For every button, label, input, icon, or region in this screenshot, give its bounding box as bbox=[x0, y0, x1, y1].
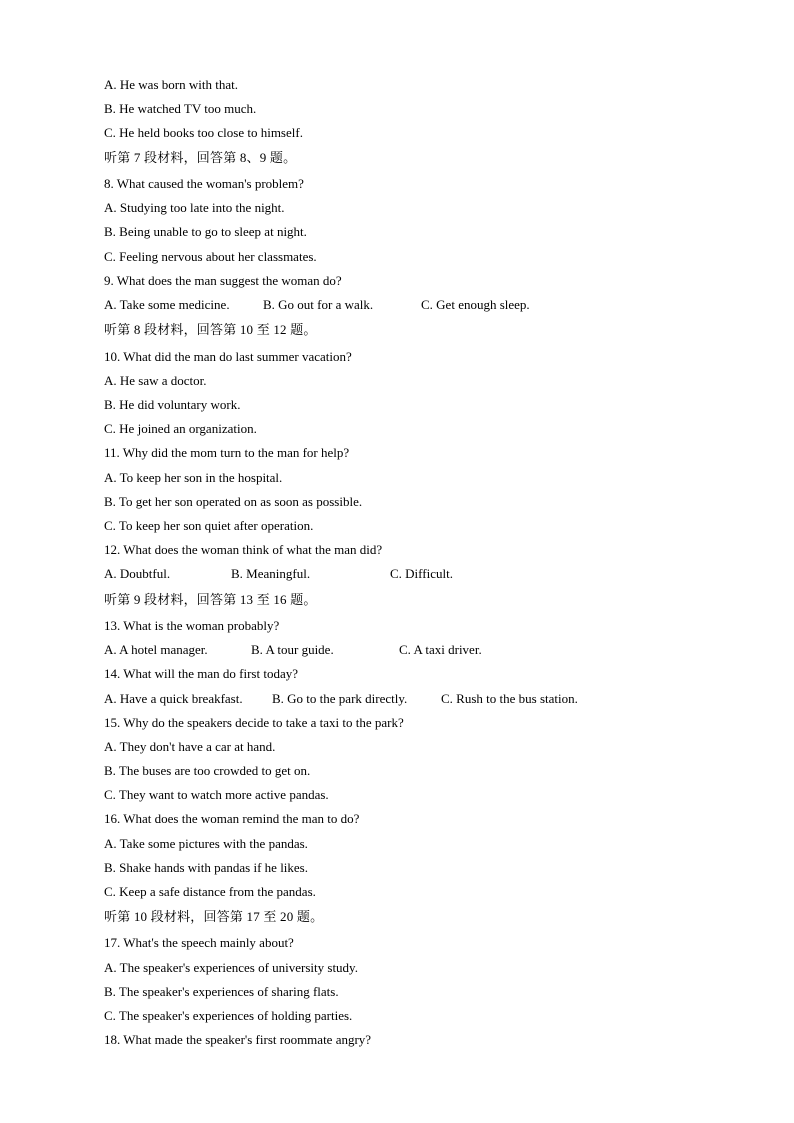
q12-options bbox=[104, 563, 504, 585]
q16-option-a: A. Take some pictures with the pandas. bbox=[104, 836, 308, 851]
q10-question: 10. What did the man do last summer vacation? bbox=[104, 349, 352, 364]
q9-option-a: A. Take some medicine. bbox=[104, 297, 230, 312]
q10-option-b: B. He did voluntary work. bbox=[104, 397, 241, 412]
q16-option-c: C. Keep a safe distance from the pandas. bbox=[104, 884, 316, 899]
q15-option-c: C. They want to watch more active pandas. bbox=[104, 787, 329, 802]
q13-option-a: A. A hotel manager. bbox=[104, 642, 208, 657]
section-7-instruction: 听第 7 段材料，回答第 8、9 题。 bbox=[104, 150, 297, 165]
q16-question: 16. What does the woman remind the man to do? bbox=[104, 811, 360, 826]
q9-options bbox=[104, 294, 584, 316]
q18-question: 18. What made the speaker's first roommate angry? bbox=[104, 1032, 372, 1047]
q11-question: 11. Why did the mom turn to the man for help? bbox=[104, 445, 350, 460]
q8-option-c: C. Feeling nervous about her classmates. bbox=[104, 249, 317, 264]
q13-option-c: C. A taxi driver. bbox=[399, 642, 482, 657]
q17-option-c: C. The speaker's experiences of holding parties. bbox=[104, 1008, 353, 1023]
q13-question: 13. What is the woman probably? bbox=[104, 618, 280, 633]
q9-option-b: B. Go out for a walk. bbox=[263, 297, 374, 312]
q7-option-c: C. He held books too close to himself. bbox=[104, 125, 303, 140]
q17-question: 17. What's the speech mainly about? bbox=[104, 935, 294, 950]
q15-question: 15. Why do the speakers decide to take a taxi to the park? bbox=[104, 715, 404, 730]
q17-option-a: A. The speaker's experiences of university study. bbox=[104, 960, 358, 975]
q11-option-a: A. To keep her son in the hospital. bbox=[104, 470, 283, 485]
q8-option-b: B. Being unable to go to sleep at night. bbox=[104, 224, 307, 239]
q11-option-b: B. To get her son operated on as soon as possible. bbox=[104, 494, 363, 509]
q17-option-b: B. The speaker's experiences of sharing flats. bbox=[104, 984, 339, 999]
q12-question: 12. What does the woman think of what the man did? bbox=[104, 542, 383, 557]
q12-option-b: B. Meaningful. bbox=[231, 566, 311, 581]
q11-option-c: C. To keep her son quiet after operation. bbox=[104, 518, 314, 533]
q12-option-a: A. Doubtful. bbox=[104, 566, 171, 581]
section-9-instruction: 听第 9 段材料，回答第 13 至 16 题。 bbox=[104, 592, 317, 607]
q14-option-c: C. Rush to the bus station. bbox=[441, 691, 578, 706]
q9-question: 9. What does the man suggest the woman do? bbox=[104, 273, 342, 288]
section-8-instruction: 听第 8 段材料，回答第 10 至 12 题。 bbox=[104, 322, 317, 337]
q10-option-a: A. He saw a doctor. bbox=[104, 373, 207, 388]
q14-question: 14. What will the man do first today? bbox=[104, 666, 298, 681]
q15-option-a: A. They don't have a car at hand. bbox=[104, 739, 276, 754]
q14-option-a: A. Have a quick breakfast. bbox=[104, 691, 243, 706]
q15-option-b: B. The buses are too crowded to get on. bbox=[104, 763, 311, 778]
q9-option-c: C. Get enough sleep. bbox=[421, 297, 530, 312]
section-10-instruction: 听第 10 段材料，回答第 17 至 20 题。 bbox=[104, 909, 324, 924]
q12-option-c: C. Difficult. bbox=[390, 566, 453, 581]
q13-option-b: B. A tour guide. bbox=[251, 642, 334, 657]
q14-options bbox=[104, 688, 604, 710]
q7-option-a: A. He was born with that. bbox=[104, 77, 238, 92]
q13-options bbox=[104, 639, 524, 661]
q8-question: 8. What caused the woman's problem? bbox=[104, 176, 304, 191]
q10-option-c: C. He joined an organization. bbox=[104, 421, 257, 436]
q16-option-b: B. Shake hands with pandas if he likes. bbox=[104, 860, 308, 875]
q14-option-b: B. Go to the park directly. bbox=[272, 691, 408, 706]
q7-option-b: B. He watched TV too much. bbox=[104, 101, 257, 116]
q8-option-a: A. Studying too late into the night. bbox=[104, 200, 285, 215]
